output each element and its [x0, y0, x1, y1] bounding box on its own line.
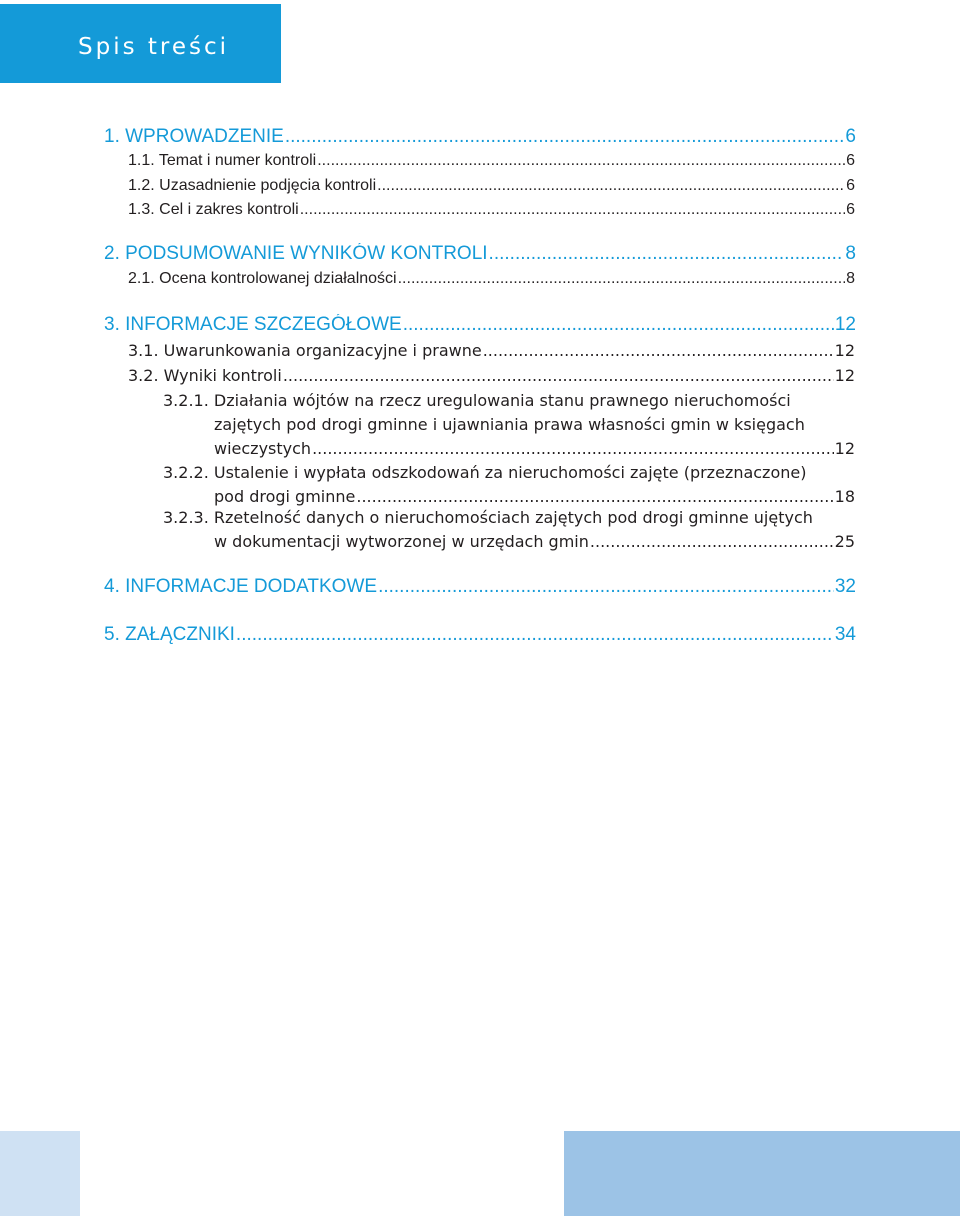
- toc-entry-1[interactable]: [104, 126, 856, 148]
- toc-label: 3. INFORMACJE SZCZEGÓŁOWE: [104, 314, 402, 335]
- toc-label: wieczystych: [214, 439, 312, 458]
- header-banner: [0, 4, 281, 83]
- footer-block-left: [0, 1131, 80, 1216]
- dot-leader: [236, 624, 834, 646]
- dot-leader: [483, 341, 834, 360]
- toc-entry-3-2-1[interactable]: [214, 439, 855, 458]
- page-title: Spis treści: [78, 34, 230, 60]
- dot-leader: [285, 126, 845, 148]
- dot-leader: [398, 270, 845, 288]
- toc-label: 5. ZAŁĄCZNIKI: [104, 624, 235, 645]
- toc-page: 12: [834, 439, 855, 458]
- toc-entry-3-2[interactable]: [128, 366, 855, 385]
- toc-label: 3.1. Uwarunkowania organizacyjne i prawne: [128, 341, 482, 360]
- toc-page: 6: [845, 126, 856, 147]
- toc-label: 3.2. Wyniki kontroli: [128, 366, 282, 385]
- toc-page: 8: [846, 270, 855, 287]
- toc-label: pod drogi gminne: [214, 487, 356, 506]
- toc-entry-1-1[interactable]: [128, 152, 855, 170]
- toc-label: 1.3. Cel i zakres kontroli: [128, 201, 299, 218]
- toc-label: 1.1. Temat i numer kontroli: [128, 152, 317, 169]
- dot-leader: [283, 366, 834, 385]
- toc-entry-3-2-2[interactable]: [214, 487, 855, 506]
- toc-page: 6: [846, 201, 855, 218]
- toc-entry-3-2-2-line1[interactable]: 3.2.2. Ustalenie i wypłata odszkodowań za nieruchomości zajęte (przeznaczone): [163, 463, 807, 482]
- toc-label: 4. INFORMACJE DODATKOWE: [104, 576, 378, 597]
- toc-entry-3-2-3-line1[interactable]: 3.2.3. Rzetelność danych o nieruchomościach zajętych pod drogi gminne ujętych: [163, 508, 813, 527]
- toc-label: 2.1. Ocena kontrolowanej działalności: [128, 270, 397, 287]
- toc-page: 32: [834, 576, 856, 597]
- toc-page: 18: [834, 487, 855, 506]
- toc-page: 12: [834, 314, 856, 335]
- footer-block-right: [564, 1131, 960, 1216]
- toc-entry-3[interactable]: [104, 314, 856, 336]
- toc-page: 12: [834, 341, 855, 360]
- dot-leader: [403, 314, 834, 336]
- dot-leader: [377, 177, 845, 195]
- toc-entry-2[interactable]: [104, 243, 856, 265]
- toc-entry-3-1[interactable]: [128, 341, 855, 360]
- toc-label: 1.2. Uzasadnienie podjęcia kontroli: [128, 177, 377, 194]
- toc-entry-5[interactable]: [104, 624, 856, 646]
- dot-leader: [489, 243, 845, 265]
- toc-entry-3-2-1-line1[interactable]: 3.2.1. Działania wójtów na rzecz uregulowania stanu prawnego nieruchomości: [163, 391, 791, 410]
- toc-page: 6: [846, 177, 855, 194]
- toc-entry-3-2-1-line2[interactable]: zajętych pod drogi gminne i ujawniania prawa własności gmin w księgach: [214, 415, 805, 434]
- toc-label: 2. PODSUMOWANIE WYNIKÓW KONTROLI: [104, 243, 488, 264]
- toc-entry-2-1[interactable]: [128, 270, 855, 288]
- dot-leader: [356, 487, 833, 506]
- dot-leader: [317, 152, 845, 170]
- toc-entry-1-2[interactable]: [128, 177, 855, 195]
- dot-leader: [312, 439, 834, 458]
- dot-leader: [300, 201, 845, 219]
- toc-page: 34: [834, 624, 856, 645]
- toc-label: w dokumentacji wytworzonej w urzędach gmin: [214, 532, 589, 551]
- toc-page: 8: [845, 243, 856, 264]
- toc-label: 1. WPROWADZENIE: [104, 126, 284, 147]
- toc-page: 25: [834, 532, 855, 551]
- dot-leader: [378, 576, 834, 598]
- dot-leader: [590, 532, 834, 551]
- toc-entry-4[interactable]: [104, 576, 856, 598]
- toc-entry-3-2-3[interactable]: [214, 532, 855, 551]
- toc-page: 12: [834, 366, 855, 385]
- toc-entry-1-3[interactable]: [128, 201, 855, 219]
- toc-page: 6: [846, 152, 855, 169]
